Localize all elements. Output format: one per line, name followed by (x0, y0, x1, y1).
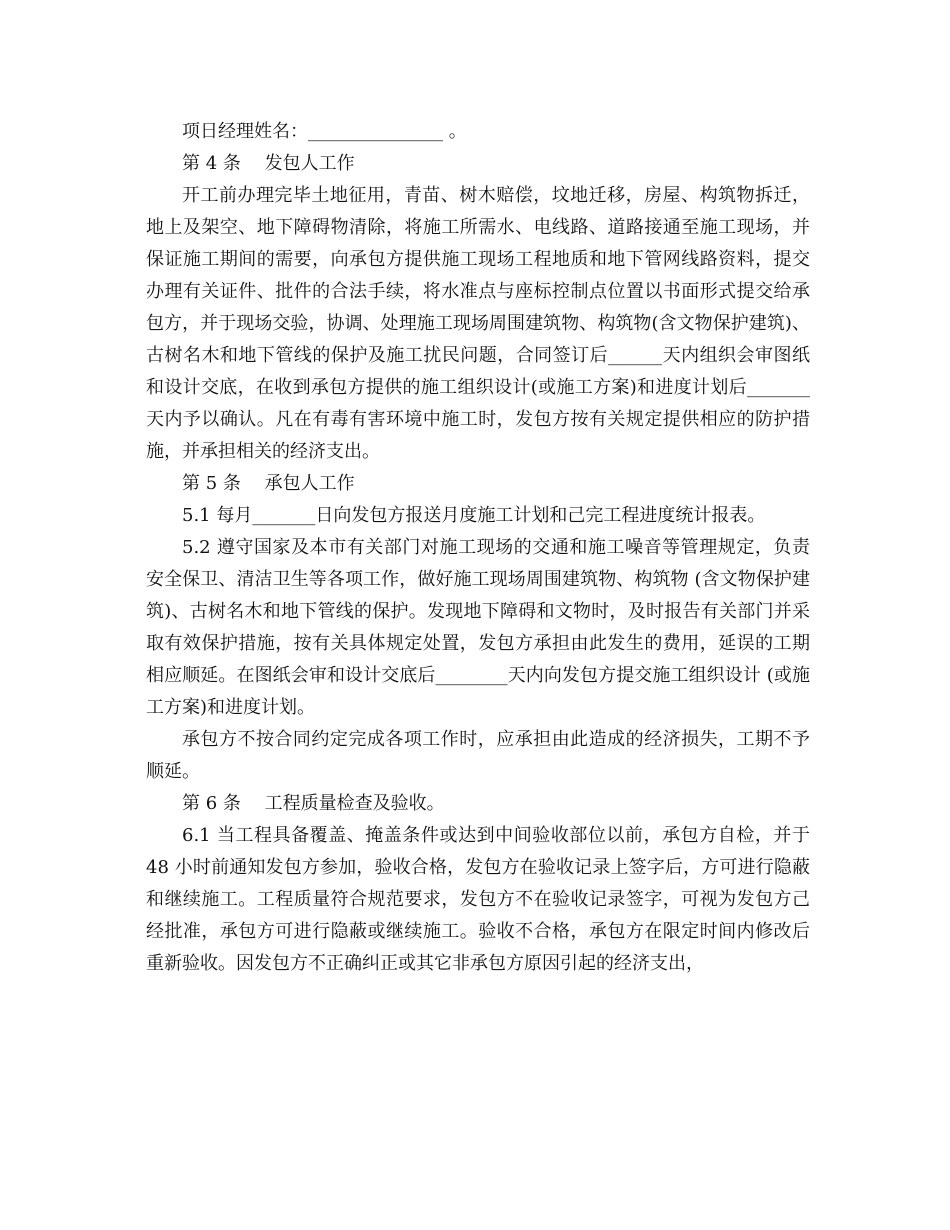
article-4-heading: 第 4 条 发包人工作 (182, 153, 355, 174)
article-5-heading: 第 5 条 承包人工作 (182, 473, 355, 494)
project-manager-name-line: 项日经理姓名：_______________ 。 (182, 121, 467, 142)
article-5-note: 承包方不按合同约定完成各项工作时，应承担由此造成的经济损失，工期不予顺延。 (146, 729, 810, 782)
clause-5-2: 5.2 遵守国家及本市有关部门对施工现场的交通和施工噪音等管理规定，负责安全保卫、清洁卫生等各项工作，做好施工现场周围建筑物、构筑物 (含文物保护建筑)、古树名木和地下管线的保护。发现地下障碍和文物时，及时报告有关部门并采取有效保护措施，按有关具体规定处置，发包方承担由此发生的费用，延误的工期相应顺延。在图纸会审和设计交底后________天内向发包方提交施工组织设计 (或施工方案)和进度计划。 (146, 537, 810, 718)
document-body (146, 116, 816, 980)
clause-5-1: 5.1 每月_______日向发包方报送月度施工计划和己完工程进度统计报表。 (182, 505, 766, 526)
article-4-body: 开工前办理完毕土地征用，青苗、树木赔偿，坟地迁移，房屋、构筑物拆迁，地上及架空、地下障碍物清除，将施工所需水、电线路、道路接通至施工现场，并保证施工期间的需要，向承包方提供施工现场工程地质和地下管网线路资料，提交办理有关证件、批件的合法手续，将水准点与座标控制点位置以书面形式提交给承包方，并于现场交验，协调、处理施工现场周围建筑物、构筑物(含文物保护建筑)、古树名木和地下管线的保护及施工扰民问题，合同签订后______天内组织会审图纸和设计交底，在收到承包方提供的施工组织设计(或施工方案)和进度计划后_______天内予以确认。凡在有毒有害环境中施工时，发包方按有关规定提供相应的防护措施，并承担相关的经济支出。 (146, 185, 810, 462)
clause-6-1: 6.1 当工程具备覆盖、掩盖条件或达到中间验收部位以前，承包方自检，并于 48 小时前通知发包方参加，验收合格，发包方在验收记录上签字后，方可进行隐蔽和继续施工。工程质量符合规范要求，发包方不在验收记录签字，可视为发包方己经批准，承包方可进行隐蔽或继续施工。验收不合格，承包方在限定时间内修改后重新验收。因发包方不正确纠正或其它非承包方原因引起的经济支出， (146, 825, 816, 974)
article-6-heading: 第 6 条 工程质量检查及验收。 (182, 793, 445, 814)
